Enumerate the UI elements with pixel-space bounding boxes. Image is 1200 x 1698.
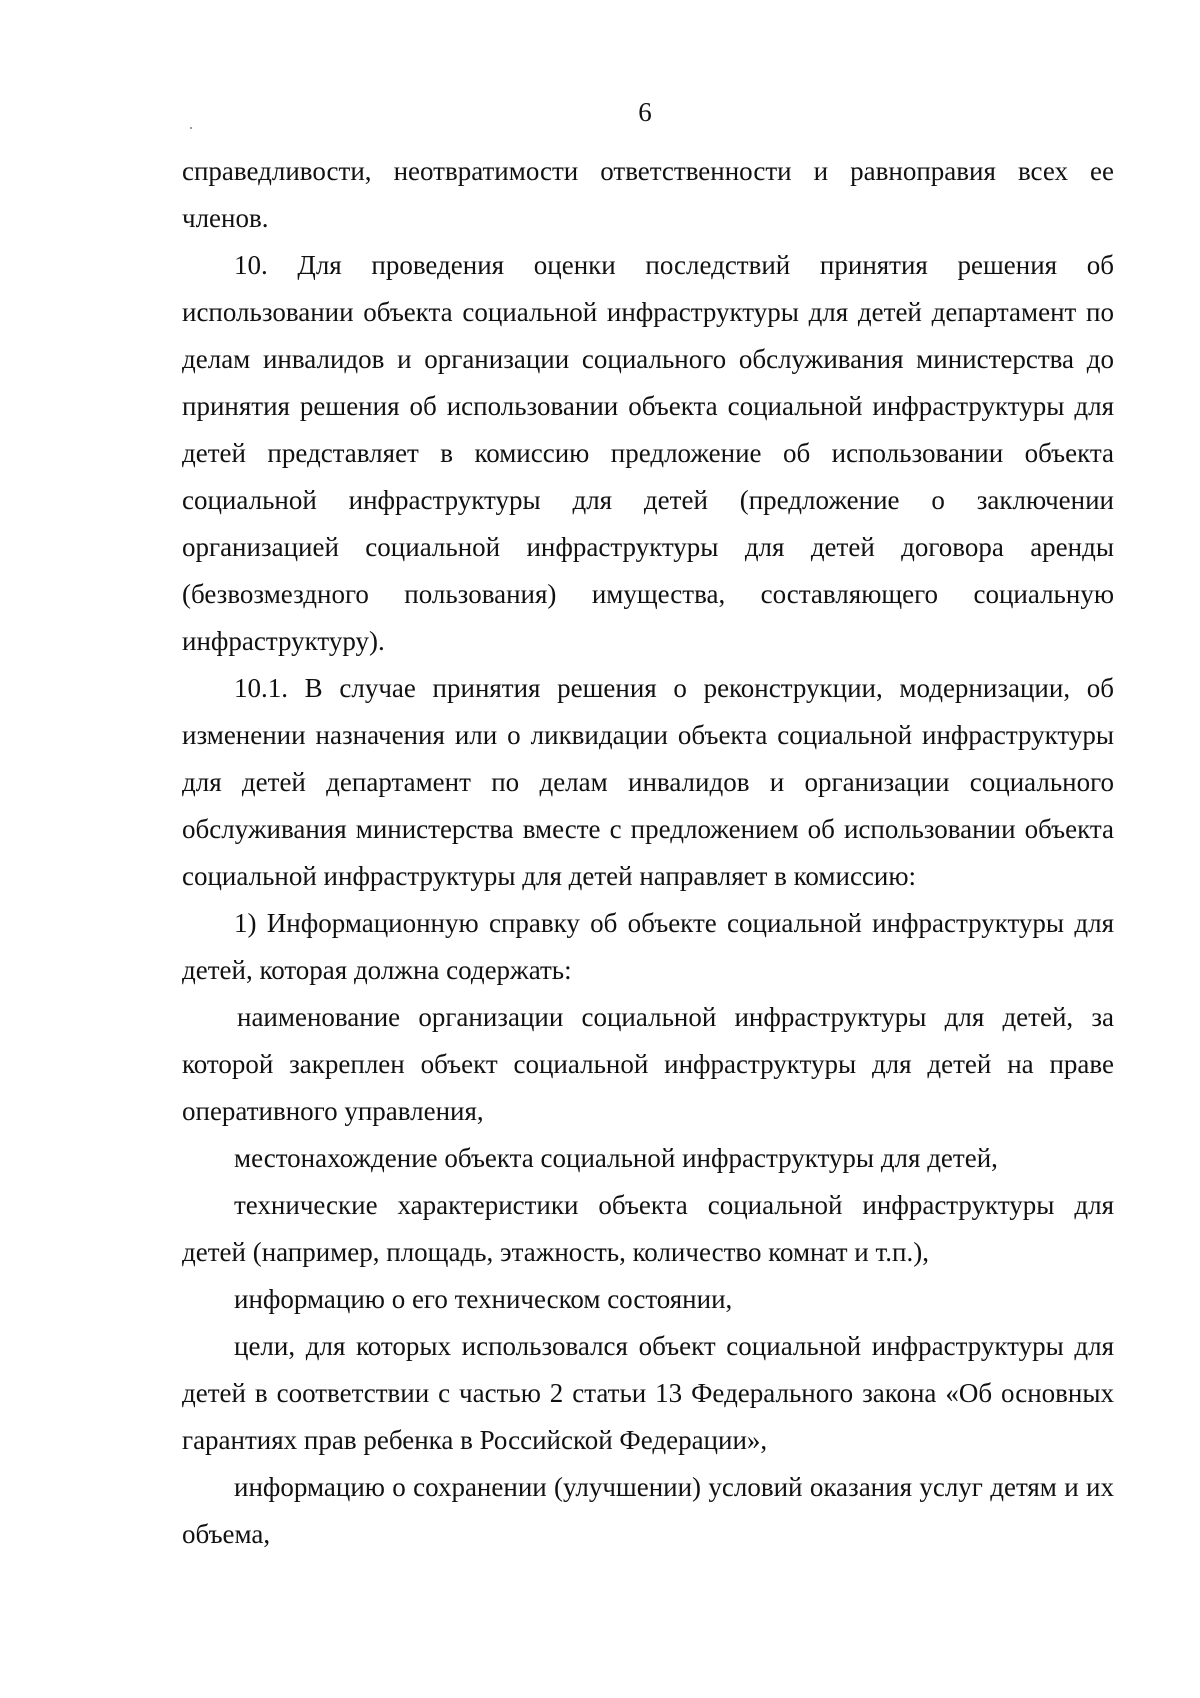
list-item-technical-characteristics: технические характеристики объекта социальной инфраструктуры для детей (например, площадь, этажность, количество комнат и т.п.), <box>182 1190 1114 1267</box>
paragraph-continuation: справедливости, неотвратимости ответственности и равноправия всех ее членов. <box>182 156 1114 233</box>
list-item-service-conditions: информацию о сохранении (улучшении) условий оказания услуг детям и их объема, <box>182 1472 1114 1549</box>
scan-artifact <box>190 127 192 129</box>
list-item-location: местонахождение объекта социальной инфраструктуры для детей, <box>234 1143 998 1173</box>
paragraph-10-1: 10.1. В случае принятия решения о реконструкции, модернизации, об изменении назначения или о ликвидации объекта социальной инфраструктуры для детей департамент по делам инвалидов и организации социального обслуживания министерства вместе с предложением об использовании объекта социальной инфраструктуры для детей направляет в комиссию: <box>182 673 1114 891</box>
list-item-organization-name: наименование организации социальной инфраструктуры для детей, за которой закреплен объект социальной инфраструктуры для детей на праве оперативного управления, <box>182 1002 1114 1126</box>
list-item-technical-condition: информацию о его техническом состоянии, <box>234 1284 733 1314</box>
list-item-purposes: цели, для которых использовался объект социальной инфраструктуры для детей в соответствии с частью 2 статьи 13 Федерального закона «Об основных гарантиях прав ребенка в Российской Федерации», <box>182 1331 1114 1455</box>
page-number: 6 <box>638 97 652 127</box>
document-body <box>182 148 1114 1558</box>
paragraph-10: 10. Для проведения оценки последствий принятия решения об использовании объекта социальной инфраструктуры для детей департамент по делам инвалидов и организации социального обслуживания министерства до принятия решения об использовании объекта социальной инфраструктуры для детей представляет в комиссию предложение об использовании объекта социальной инфраструктуры для детей (предложение о заключении организацией социальной инфраструктуры для детей договора аренды (безвозмездного пользования) имущества, составляющего социальную инфраструктуру). <box>182 250 1114 656</box>
paragraph-item-1: 1) Информационную справку об объекте социальной инфраструктуры для детей, которая должна содержать: <box>182 908 1114 985</box>
